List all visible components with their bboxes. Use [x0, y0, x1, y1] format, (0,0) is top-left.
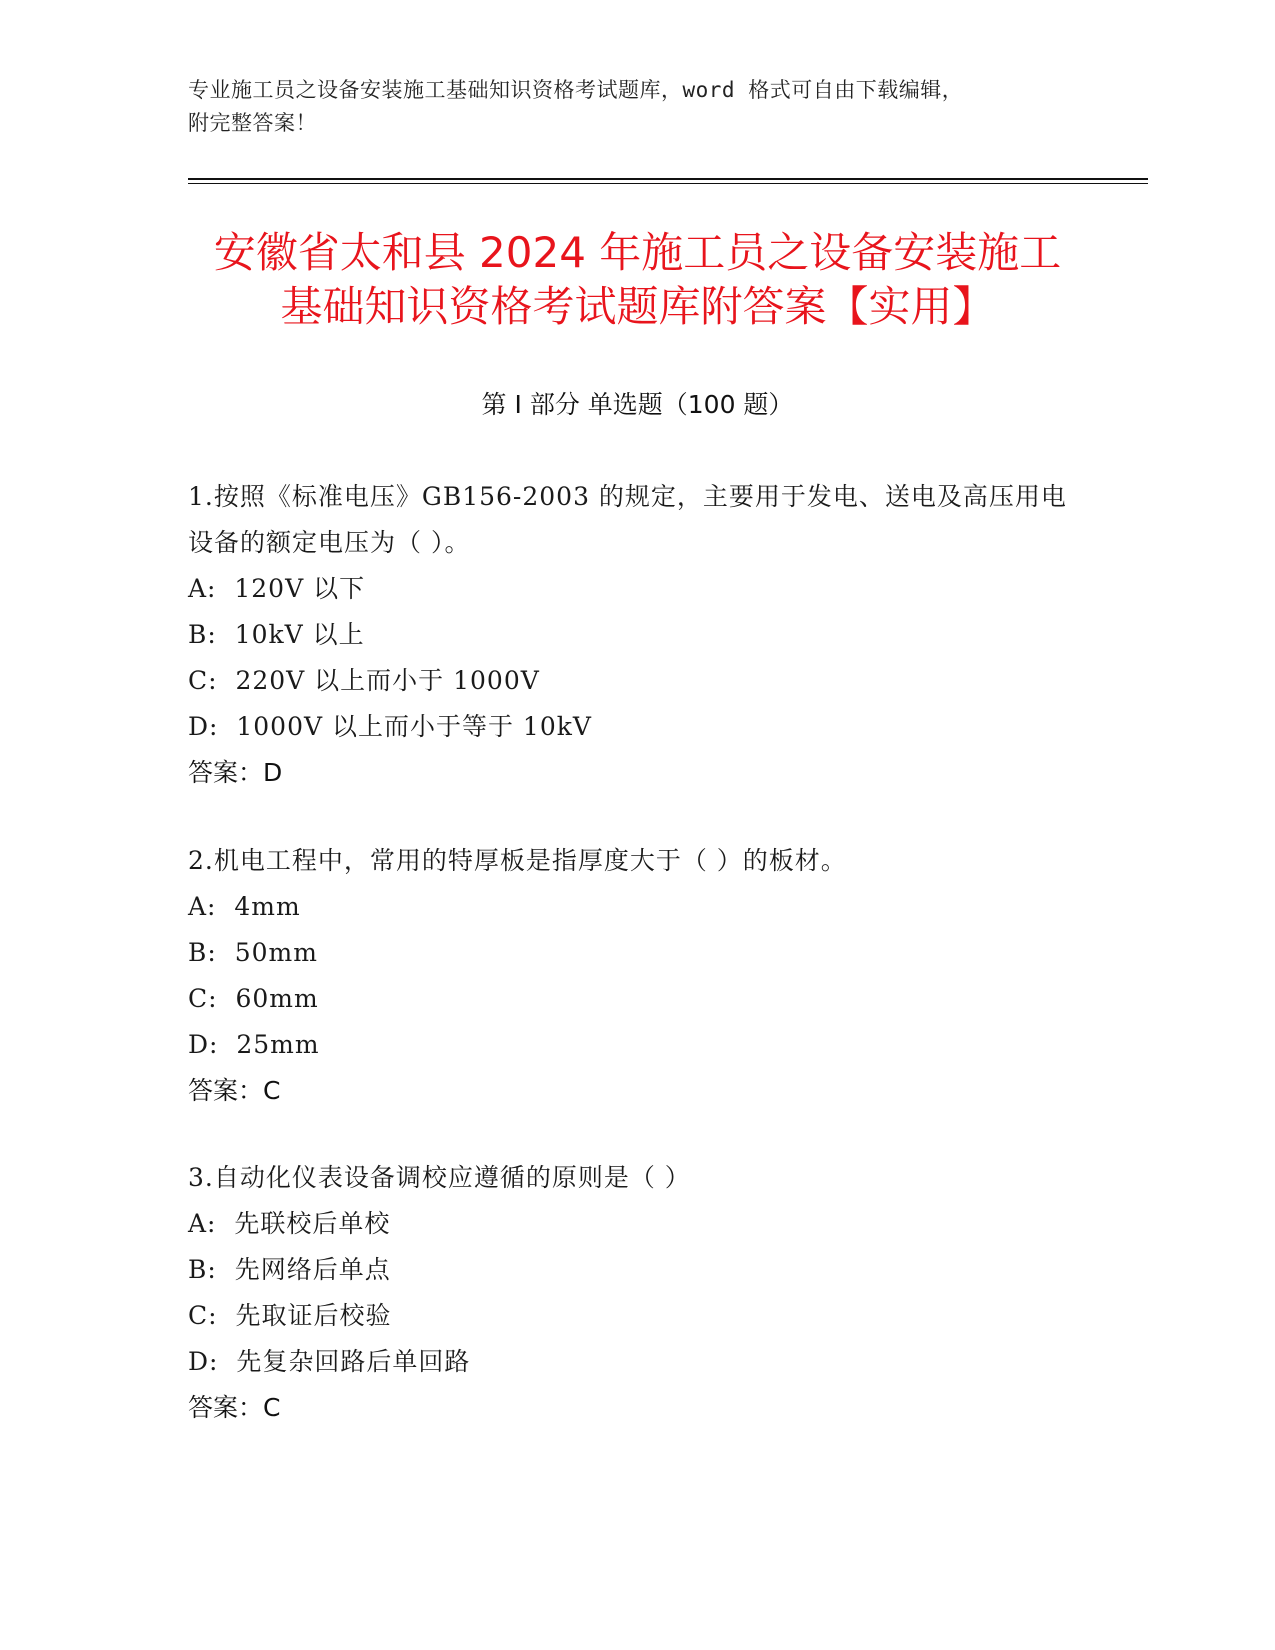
option-d: D: 25mm	[188, 1030, 320, 1059]
header-note-line-1: 专业施工员之设备安装施工基础知识资格考试题库，word 格式可自由下载编辑，	[188, 78, 964, 102]
question-stem: 3.自动化仪表设备调校应遵循的原则是（ ）	[188, 1163, 691, 1192]
question-1	[188, 474, 1088, 796]
option-b: B: 10kV 以上	[188, 620, 365, 649]
option-a: A: 4mm	[188, 892, 301, 921]
header-divider-thick	[188, 178, 1148, 180]
header-divider-thin	[188, 183, 1148, 184]
option-a: A: 先联校后单校	[188, 1209, 391, 1238]
header-note-line-2: 附完整答案！	[188, 111, 317, 135]
document-title-line-1: 安徽省太和县 2024 年施工员之设备安装施工	[213, 228, 1062, 277]
header-note	[188, 74, 1088, 140]
answer: 答案：D	[188, 758, 283, 787]
option-c: C: 先取证后校验	[188, 1301, 392, 1330]
option-a: A: 120V 以下	[188, 574, 366, 603]
section-title: 第 I 部分 单选题（100 题）	[481, 390, 794, 419]
question-3	[188, 1155, 1088, 1431]
option-c: C: 220V 以上而小于 1000V	[188, 666, 540, 695]
document-title	[150, 226, 1125, 334]
question-stem: 1.按照《标准电压》GB156-2003 的规定，主要用于发电、送电及高压用电设备的额定电压为（ ）。	[188, 482, 1067, 557]
option-b: B: 50mm	[188, 938, 318, 967]
question-stem: 2.机电工程中，常用的特厚板是指厚度大于（ ）的板材。	[188, 846, 847, 875]
option-b: B: 先网络后单点	[188, 1255, 391, 1284]
option-d: D: 1000V 以上而小于等于 10kV	[188, 712, 592, 741]
document-title-line-2: 基础知识资格考试题库附答案【实用】	[280, 282, 995, 331]
question-2	[188, 838, 1088, 1114]
answer: 答案：C	[188, 1393, 281, 1422]
option-d: D: 先复杂回路后单回路	[188, 1347, 471, 1376]
answer: 答案：C	[188, 1076, 281, 1105]
option-c: C: 60mm	[188, 984, 319, 1013]
